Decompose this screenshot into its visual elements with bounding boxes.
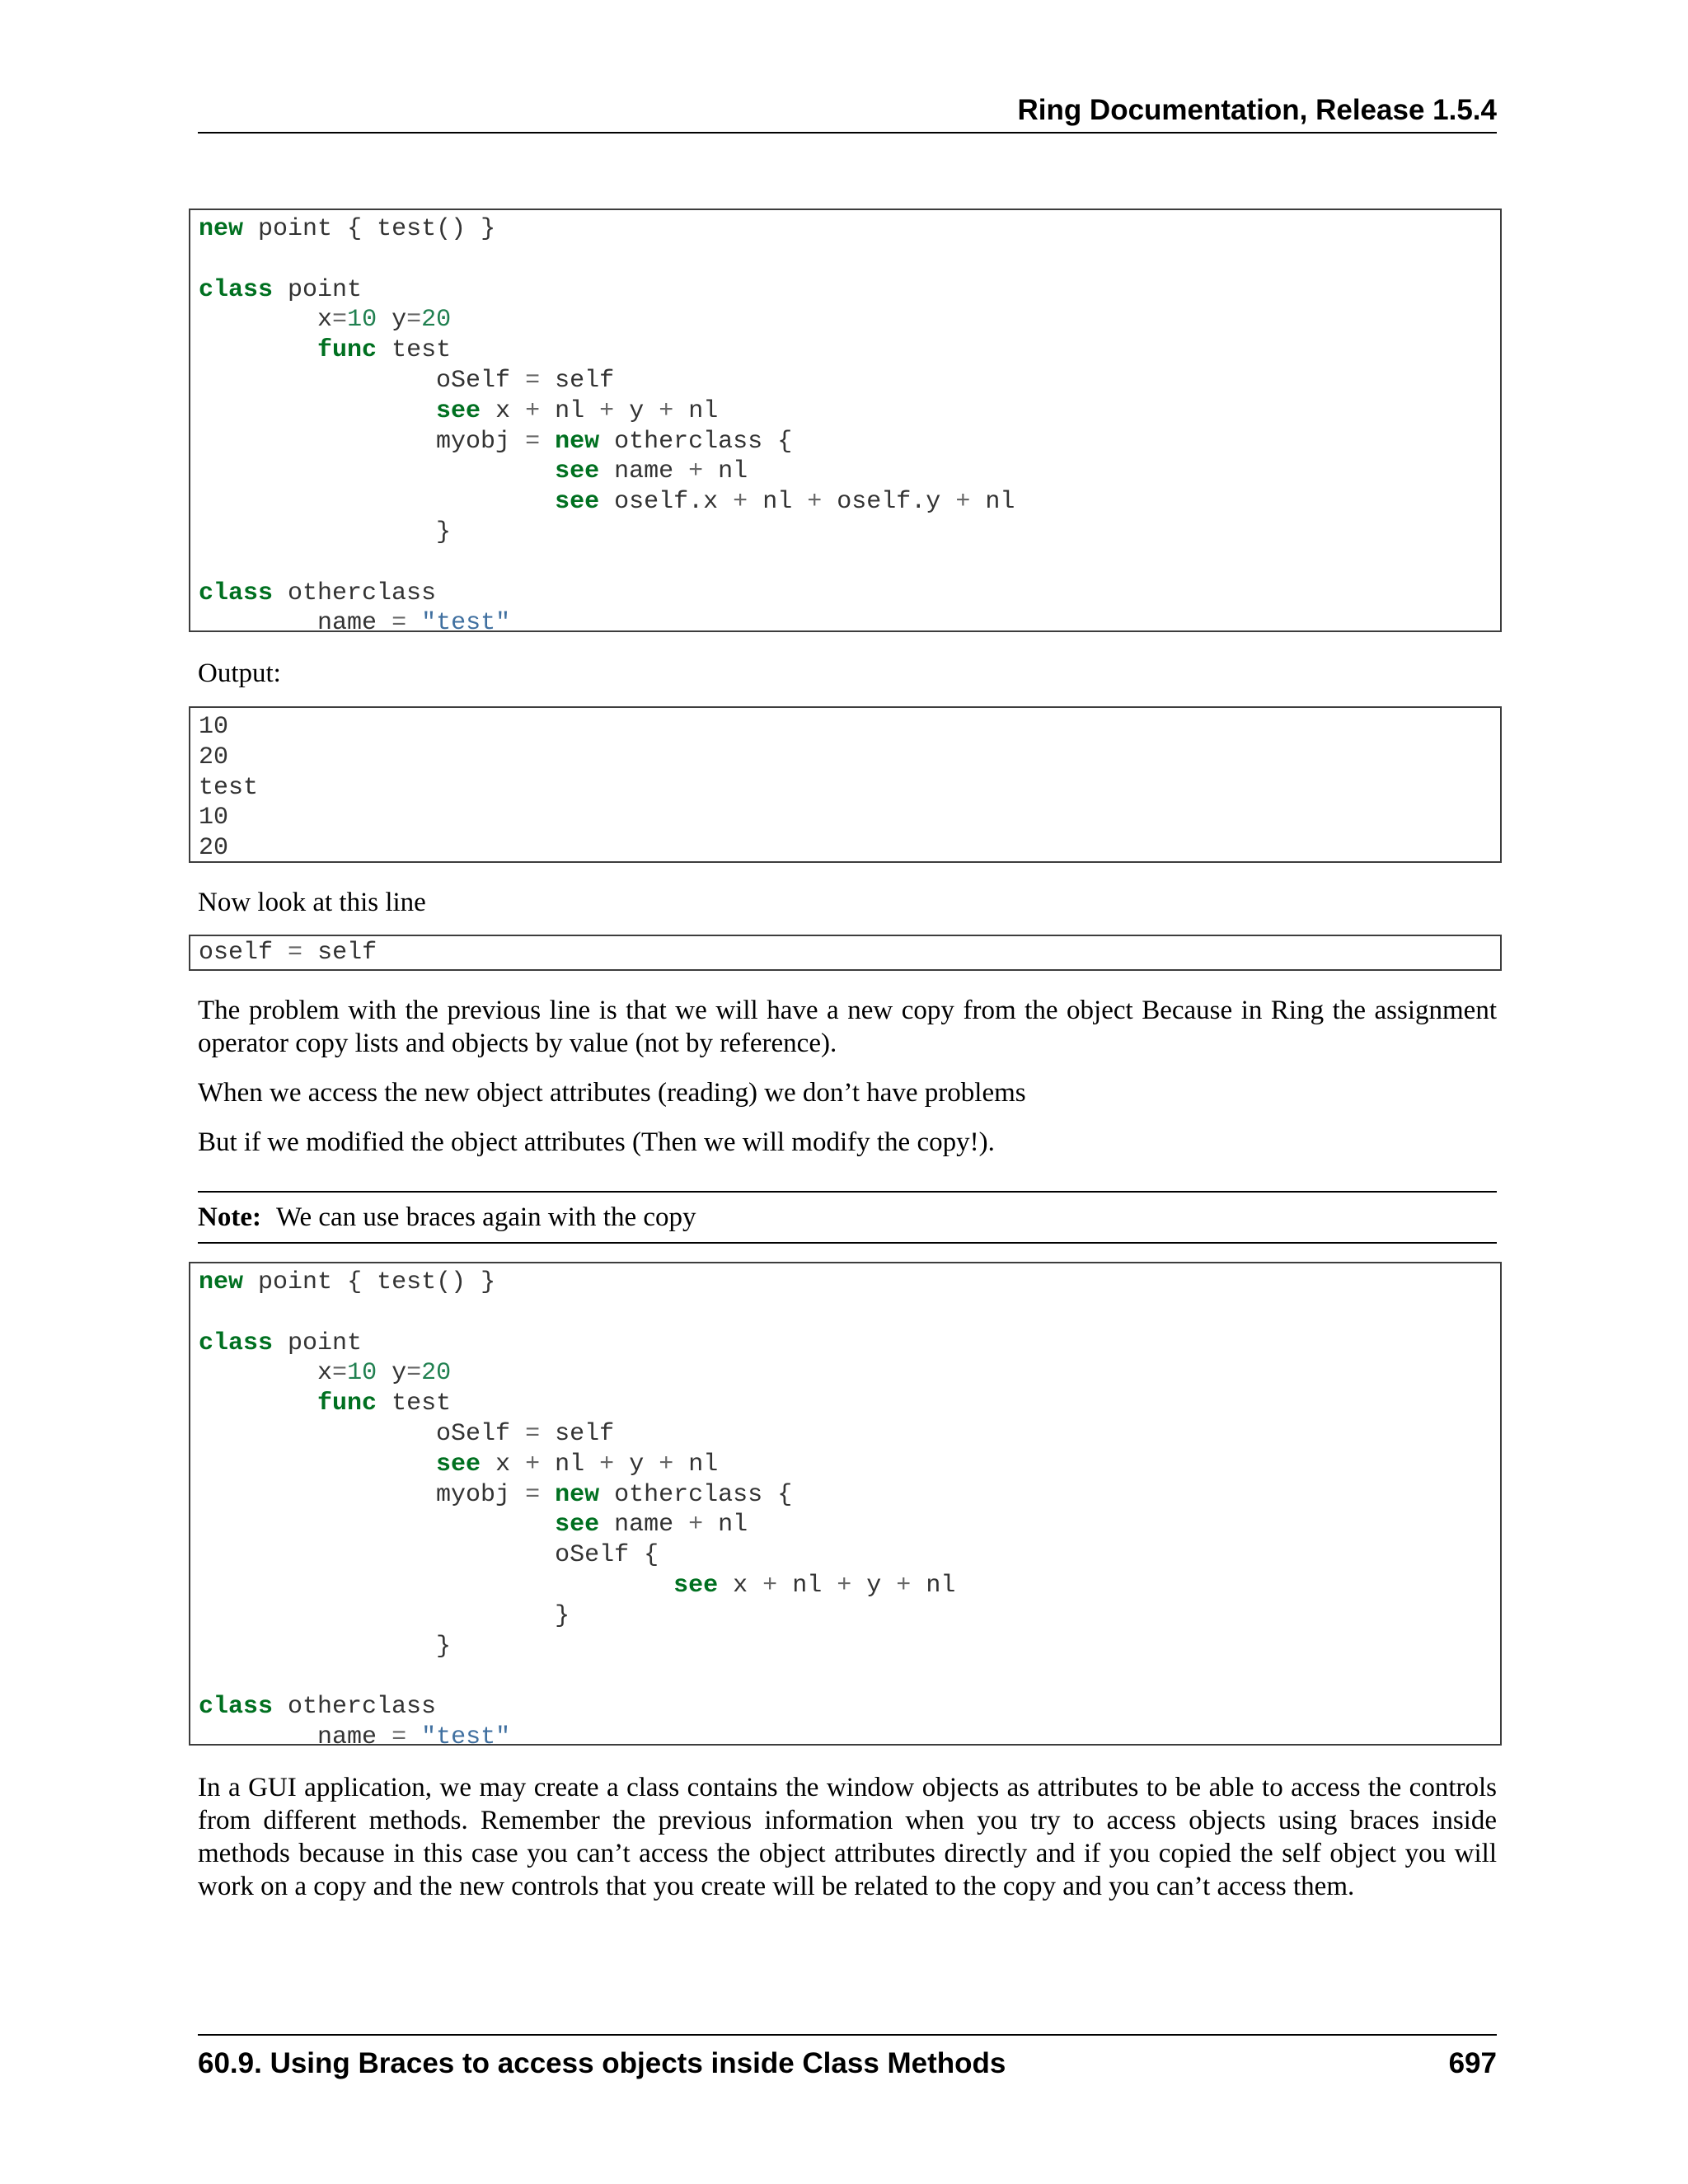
note-text: We can use braces again with the copy bbox=[275, 1202, 696, 1232]
code-line: see x + nl + y + nl bbox=[436, 1450, 719, 1479]
paragraph-reading: When we access the new object attributes (reading) we don’t have problems bbox=[198, 1078, 1026, 1108]
code-line: new point { test() } bbox=[199, 1268, 496, 1296]
page-number: 697 bbox=[1448, 2047, 1497, 2079]
page-header bbox=[198, 92, 1497, 134]
paragraph-problem: The problem with the previous line is that we will have a new copy from the object Because in Ring the assignment operator copy lists and objects by value (not by reference). bbox=[198, 996, 1497, 1058]
code-line: class point bbox=[199, 275, 363, 304]
code-line: see name + nl bbox=[555, 457, 748, 486]
code-line: myobj = new otherclass { bbox=[436, 1480, 793, 1509]
code-line bbox=[199, 1298, 1492, 1329]
code-line: oSelf = self bbox=[436, 366, 615, 395]
code-line bbox=[199, 548, 1492, 579]
code-line: test bbox=[199, 773, 259, 802]
note-box bbox=[198, 1191, 1497, 1244]
page-footer bbox=[198, 2034, 1497, 2085]
code-line: oself = self bbox=[199, 939, 377, 967]
code-line: see name + nl bbox=[555, 1511, 748, 1540]
code-block-3[interactable] bbox=[189, 1262, 1502, 1746]
output-block[interactable] bbox=[189, 706, 1502, 863]
code-line bbox=[199, 245, 1492, 275]
document-title: Ring Documentation, Release 1.5.4 bbox=[1017, 94, 1497, 126]
code-line: name = "test" bbox=[317, 1722, 511, 1746]
code-line: func test bbox=[317, 336, 452, 365]
code-line: new point { test() } bbox=[199, 215, 496, 243]
code-block-1[interactable] bbox=[189, 209, 1502, 632]
code-line: oSelf { bbox=[555, 1541, 659, 1570]
code-line: x=10 y=20 bbox=[317, 1359, 452, 1388]
code-line: class otherclass bbox=[199, 1693, 437, 1722]
code-block-2[interactable] bbox=[189, 935, 1502, 971]
code-line: oSelf = self bbox=[436, 1419, 615, 1448]
code-line: class otherclass bbox=[199, 579, 437, 607]
code-line: myobj = new otherclass { bbox=[436, 427, 793, 456]
code-line bbox=[199, 1661, 1492, 1692]
code-line: see x + nl + y + nl bbox=[673, 1571, 956, 1600]
now-look-text: Now look at this line bbox=[198, 888, 426, 917]
code-line: func test bbox=[317, 1390, 452, 1418]
code-line: x=10 y=20 bbox=[317, 306, 452, 335]
code-line: 20 bbox=[199, 743, 229, 771]
code-line: see x + nl + y + nl bbox=[436, 396, 719, 425]
code-line: 10 bbox=[199, 804, 229, 832]
code-line: } bbox=[436, 518, 452, 546]
code-line: name = "test" bbox=[317, 609, 511, 632]
code-line: 10 bbox=[199, 713, 229, 741]
code-line: } bbox=[436, 1632, 452, 1661]
footer-section-title: 60.9. Using Braces to access objects inside Class Methods bbox=[198, 2047, 1006, 2079]
paragraph-modify: But if we modified the object attributes (Then we will modify the copy!). bbox=[198, 1127, 995, 1157]
code-line: } bbox=[555, 1601, 570, 1630]
code-line: class point bbox=[199, 1329, 363, 1357]
code-line: see oself.x + nl + oself.y + nl bbox=[555, 488, 1015, 517]
note-label: Note: bbox=[198, 1202, 261, 1232]
output-label: Output: bbox=[198, 658, 281, 688]
paragraph-gui: In a GUI application, we may create a class contains the window objects as attributes to be able to access the controls from different methods. Remember the previous information when you try to access objects using braces inside methods because in this case you can’t access the object attributes directly and if you copied the self object you will work on a copy and the new controls that you create will be related to the copy and you can’t access them. bbox=[198, 1773, 1497, 1901]
code-line: 20 bbox=[199, 834, 229, 863]
